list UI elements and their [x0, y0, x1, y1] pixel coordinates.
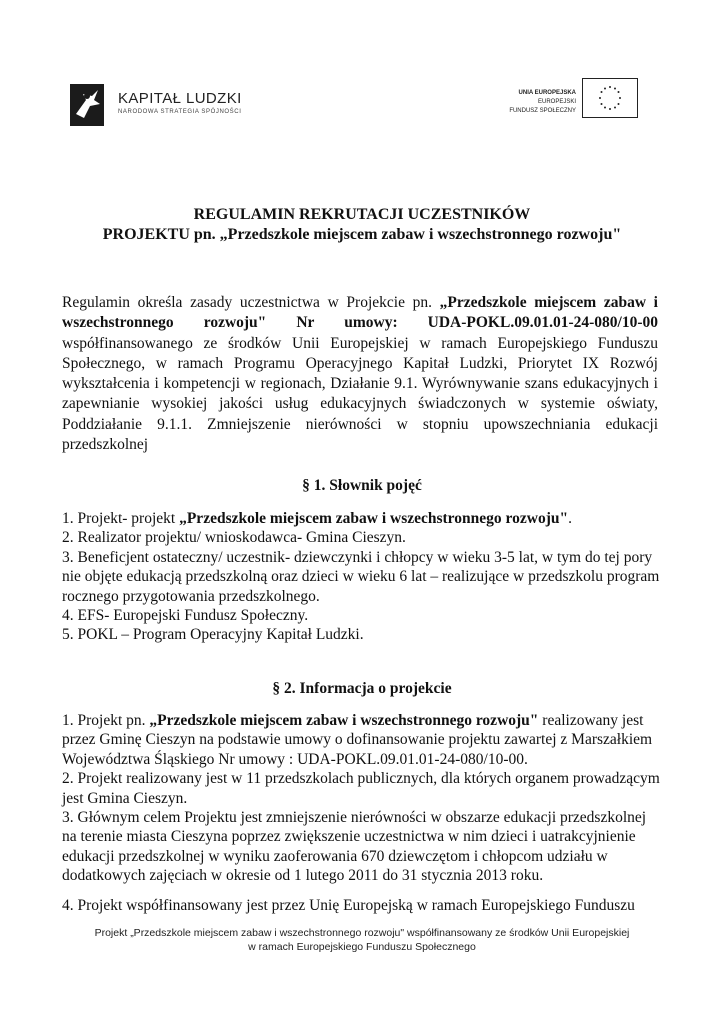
document-title-line1: REGULAMIN REKRUTACJI UCZESTNIKÓW [193, 206, 531, 223]
section-2-list [62, 711, 662, 915]
logo-subtitle: NARODOWA STRATEGIA SPÓJNOŚCI [118, 109, 242, 115]
list-item: 3. Głównym celem Projektu jest zmniejszenie nierówności w obszarze edukacji przedszkolnej na terenie miasta Cieszyna poprzez zwiększenie uczestnictwa w nim dzieci i uatrakcyjnienie edukacji przedszkolnej w wyniku zaoferowania 670 dziewczętom i chłopcom udziału w dodatkowych zajęciach w okresie od 1 lutego 2011 do 31 stycznia 2013 roku. [62, 809, 647, 885]
item-contract-number: UDA-POKL.09.01.01-24-080/10-00. [297, 750, 528, 768]
kapital-ludzki-text [118, 90, 242, 115]
item-prefix: 1. Projekt- projekt [62, 510, 180, 527]
eu-line1: UNIA EUROPEJSKA [518, 90, 576, 96]
list-item [62, 711, 662, 769]
page-footer [0, 926, 724, 954]
footer-line2: w ramach Europejskiego Funduszu Społecznego [248, 941, 476, 953]
kapital-ludzki-logo [70, 84, 104, 126]
item-suffix: . [568, 510, 572, 527]
list-spacer [62, 886, 662, 896]
intro-project-name: „Przedszkole miejscem zabaw i wszechstronnego rozwoju" Nr umowy: UDA-POKL.09.01.01-24-080/10-00 [62, 294, 658, 332]
list-item: 2. Projekt realizowany jest w 11 przedszkolach publicznych, dla których organem prowadzącym jest Gmina Cieszyn. [62, 770, 660, 807]
list-item: 5. POKL – Program Operacyjny Kapitał Ludzki. [62, 626, 364, 644]
section-1-heading: § 1. Słownik pojęć [302, 477, 422, 494]
item-project-name: „Przedszkole miejscem zabaw i wszechstronnego rozwoju" [149, 712, 539, 729]
list-item: 4. EFS- Europejski Fundusz Społeczny. [62, 607, 309, 625]
list-item: 2. Realizator projektu/ wnioskodawca- Gmina Cieszyn. [62, 529, 406, 547]
eu-logo-text [509, 89, 576, 116]
list-item: 3. Beneficjent ostateczny/ uczestnik- dziewczynki i chłopcy w wieku 3-5 lat, w tym do tej pory nie objęte edukacją przedszkolną oraz dzieci w wieku 6 lat – realizujące w przedszkolu program rocznego przygotowania przedszkolnego. [62, 548, 660, 605]
footer-line1: Projekt „Przedszkole miejscem zabaw i wszechstronnego rozwoju" współfinansowany ze środków Unii Europejskiej [94, 927, 630, 939]
intro-text-end: współfinansowanego ze środków Unii Europejskiej w ramach Europejskiego Funduszu Społecznego, w ramach Programu Operacyjnego Kapitał Ludzki, Priorytet IX Rozwój wykształcenia i kompetencji w regionach, Działanie 9.1. Wyrównywanie szans edukacyjnych i zapewnianie wysokiej jakości usług edukacyjnych świadczonych w systemie oświaty, Poddziałanie 9.1.1. Zmniejszenie nierówności w stopniu upowszechniania edukacji przedszkolnej [62, 334, 658, 454]
eu-line2: EUROPEJSKI [537, 99, 576, 105]
item-prefix: 1. Projekt pn. [62, 712, 150, 729]
eu-line3: FUNDUSZ SPOŁECZNY [509, 108, 576, 114]
section-1-list [62, 509, 662, 645]
item-text: realizowany jest przez Gminę Cieszyn na podstawie umowy o dofinansowanie projektu zawartej z Marszałkiem Województwa Śląskiego Nr umowy : [62, 712, 653, 768]
logo-title: KAPITAŁ LUDZKI [118, 90, 242, 107]
intro-paragraph [62, 293, 658, 455]
document-title-line2: PROJEKTU pn. „Przedszkole miejscem zabaw i wszechstronnego rozwoju" [102, 226, 622, 243]
eu-flag-icon [582, 78, 638, 118]
section-2-heading: § 2. Informacja o projekcie [272, 680, 452, 697]
list-item [62, 509, 662, 528]
item-project-name: „Przedszkole miejscem zabaw i wszechstronnego rozwoju" [179, 510, 569, 527]
intro-text-start: Regulamin określa zasady uczestnictwa w Projekcie pn. [62, 294, 440, 311]
list-item: 4. Projekt współfinansowany jest przez Unię Europejską w ramach Europejskiego Funduszu [62, 896, 635, 914]
